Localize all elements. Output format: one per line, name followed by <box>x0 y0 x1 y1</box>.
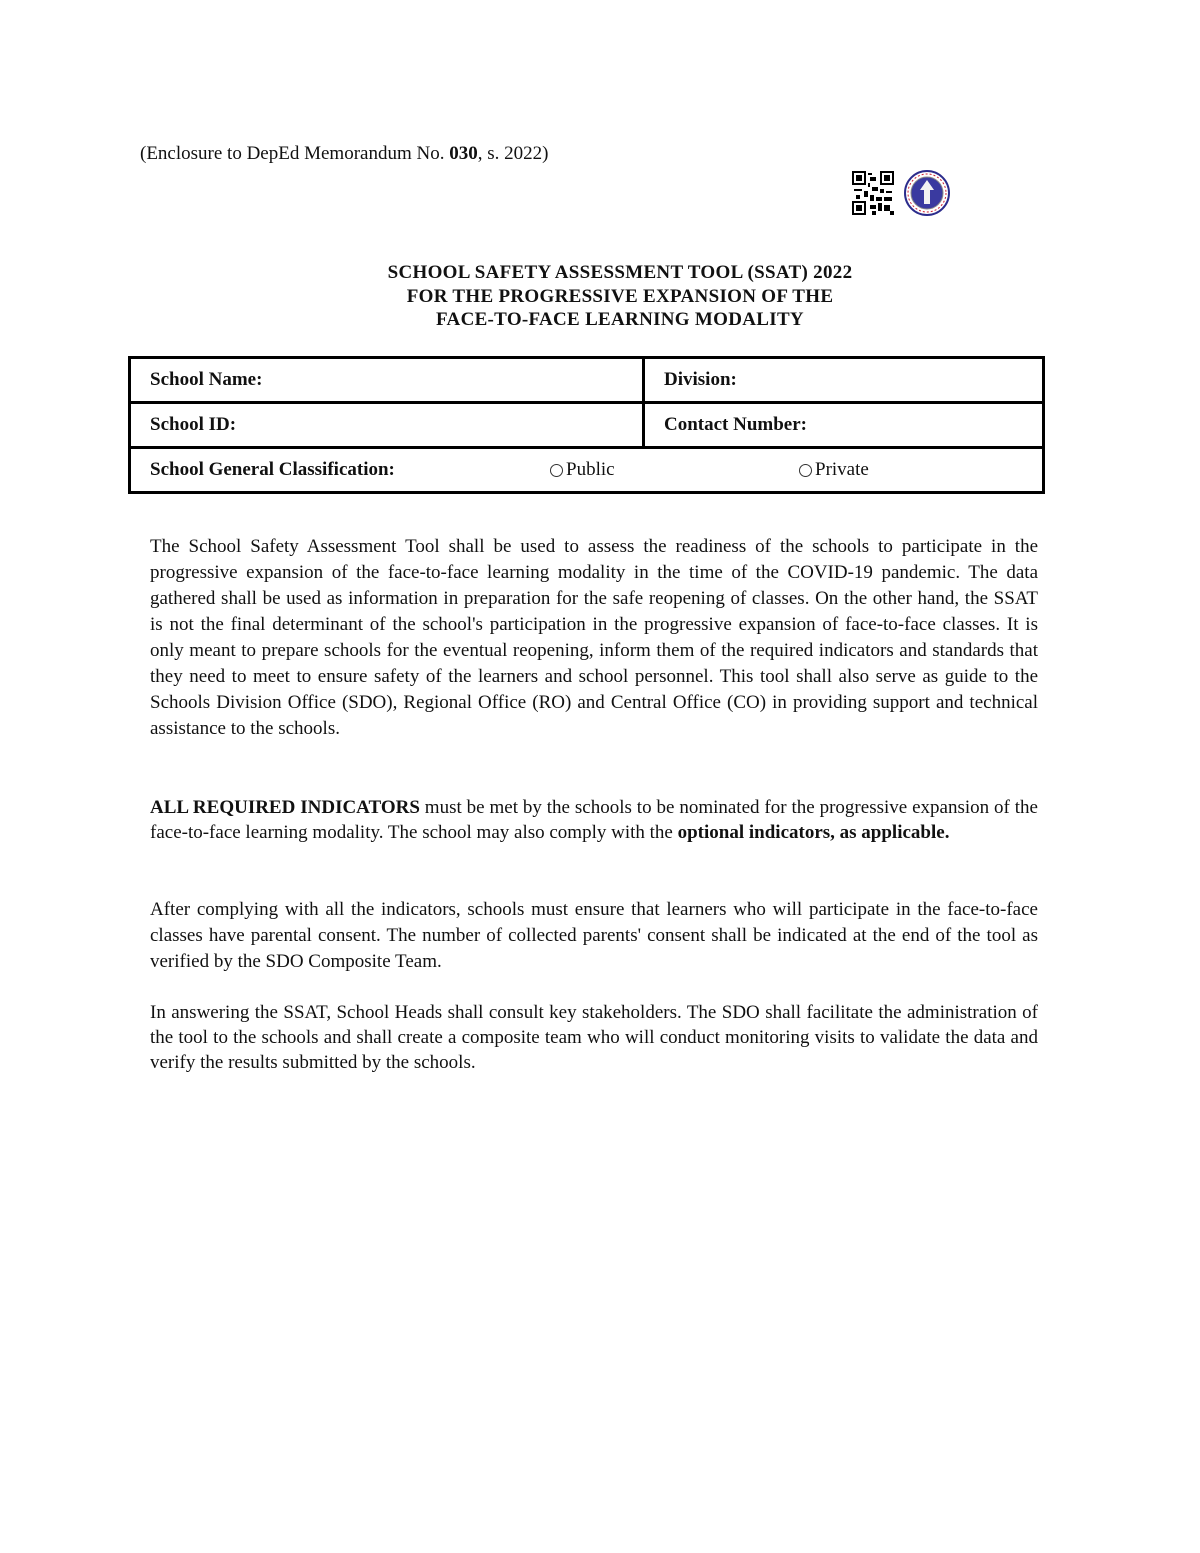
radio-public[interactable] <box>550 459 799 481</box>
required-indicators-emphasis: ALL REQUIRED INDICATORS <box>150 797 420 818</box>
parental-consent-paragraph: After complying with all the indicators, schools must ensure that learners who will participate in the face-to-face classes have parental consent. The number of collected parents' consent shall be indicated at the end of the tool as verified by the SDO Composite Team. <box>150 899 1038 972</box>
radio-private-label: Private <box>815 459 869 480</box>
qr-code-icon <box>852 171 894 215</box>
school-id-label: School ID: <box>150 414 237 435</box>
required-indicators-paragraph <box>150 795 1038 845</box>
header-logos <box>852 170 950 216</box>
deped-seal-icon <box>904 170 950 216</box>
document-title <box>0 261 1200 332</box>
enclosure-note <box>140 143 548 165</box>
school-name-label: School Name: <box>150 369 263 390</box>
required-indicators-text: must be met by the schools to be nominated for the progressive expansion of the face-to-face learning modality. The school may also comply with the <box>150 797 1038 843</box>
radio-circle-icon[interactable] <box>799 464 812 477</box>
enclosure-prefix: (Enclosure to DepEd Memorandum No. <box>140 143 450 164</box>
school-info-form <box>128 356 1045 494</box>
title-line-1: SCHOOL SAFETY ASSESSMENT TOOL (SSAT) 2022 <box>387 262 853 283</box>
title-line-2: FOR THE PROGRESSIVE EXPANSION OF THE <box>406 285 834 307</box>
division-label: Division: <box>664 369 737 390</box>
contact-number-field[interactable] <box>644 403 1044 448</box>
optional-indicators-emphasis: optional indicators, as applicable. <box>677 822 950 843</box>
contact-number-label: Contact Number: <box>664 414 808 435</box>
stakeholders-paragraph: In answering the SSAT, School Heads shall consult key stakeholders. The SDO shall facilitate the administration of the tool to the schools and shall create a composite team who will conduct monitoring visits to validate the data and verify the results submitted by the schools. <box>150 1002 1038 1073</box>
title-line-3: FACE-TO-FACE LEARNING MODALITY <box>436 309 804 330</box>
memo-number: 030 <box>449 143 478 164</box>
radio-circle-icon[interactable] <box>550 464 563 477</box>
classification-row <box>130 448 1044 493</box>
enclosure-suffix: , s. 2022) <box>477 143 549 164</box>
intro-paragraph: The School Safety Assessment Tool shall be used to assess the readiness of the schools to participate in the progressive expansion of the face-to-face learning modality in the time of the COVID-19 pandemic. The data gathered shall be used as information in preparation for the safe reopening of classes. On the other hand, the SSAT is not the final determinant of the school's participation in the progressive expansion of face-to-face classes. It is only meant to prepare schools for the eventual reopening, inform them of the required indicators and standards that they need to meet to ensure safety of the learners and school personnel. This tool shall also serve as guide to the Schools Division Office (SDO), Regional Office (RO) and Central Office (CO) in providing support and technical assistance to the schools. <box>150 536 1038 739</box>
radio-public-label: Public <box>566 459 615 480</box>
radio-private[interactable] <box>799 459 869 481</box>
school-name-field[interactable] <box>130 358 644 403</box>
classification-label: School General Classification: <box>150 459 395 480</box>
division-field[interactable] <box>644 358 1044 403</box>
school-id-field[interactable] <box>130 403 644 448</box>
